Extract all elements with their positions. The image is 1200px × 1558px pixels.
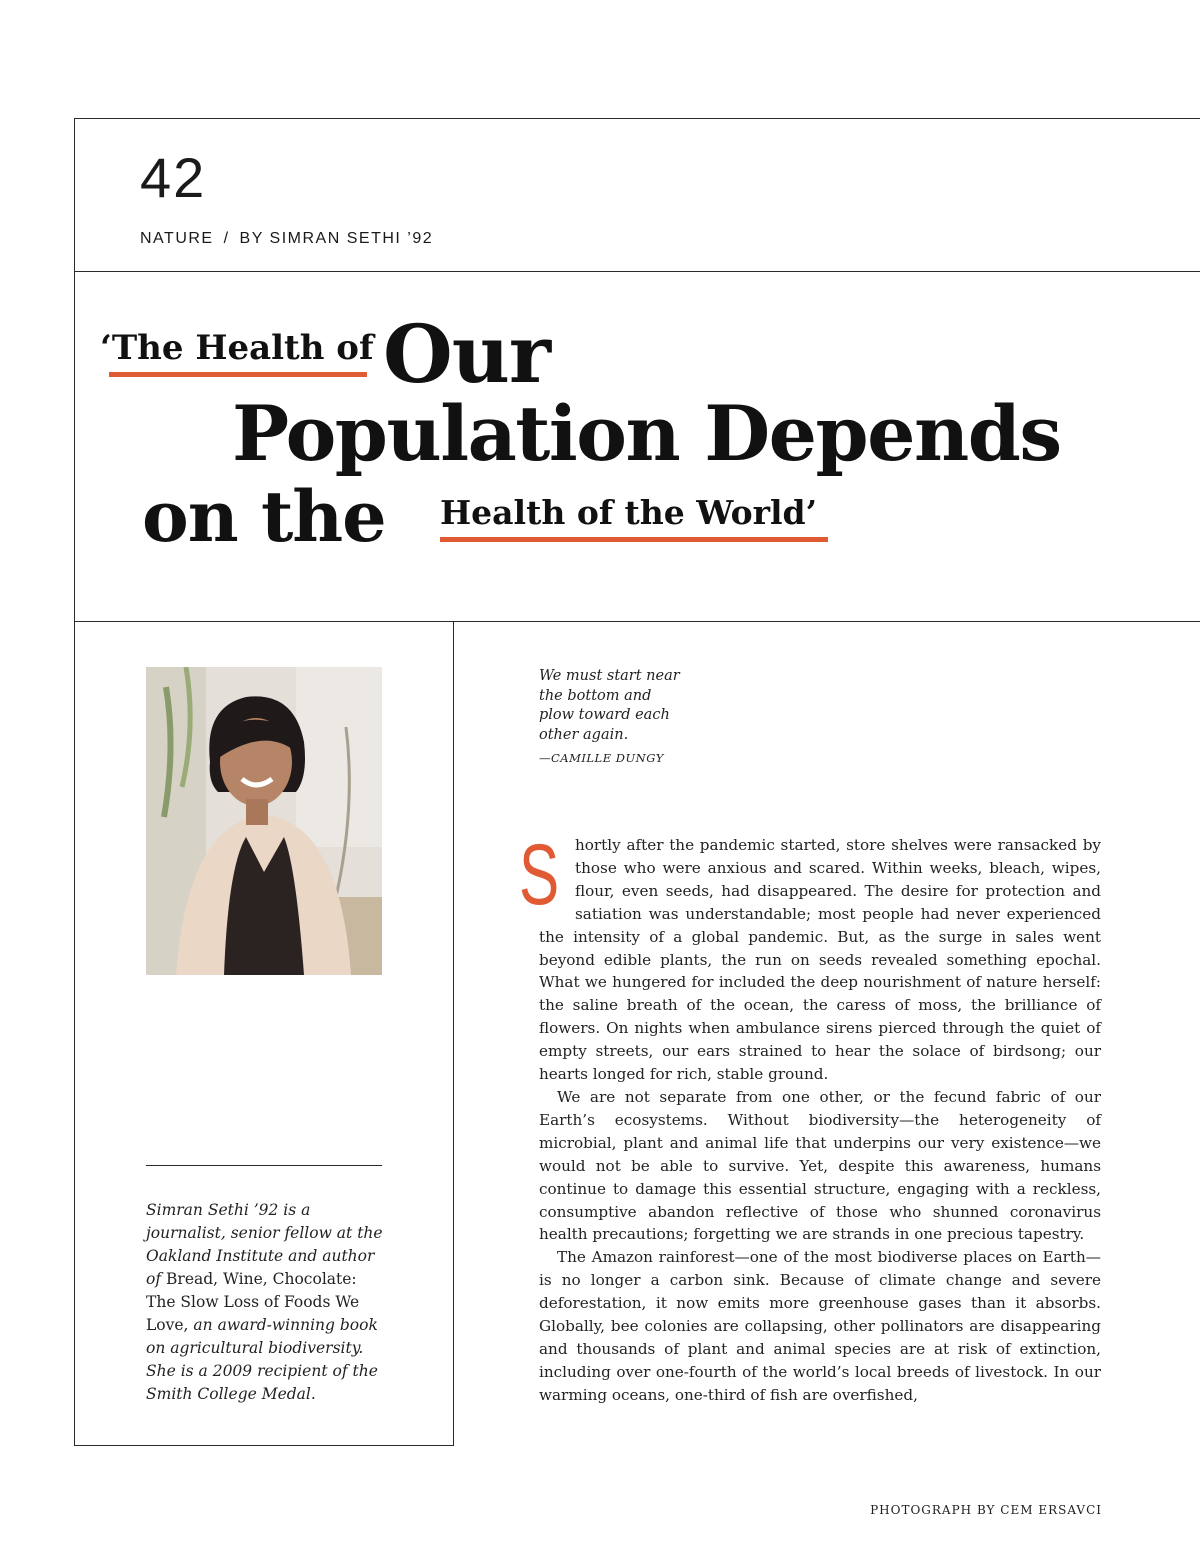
byline-separator: / (223, 230, 230, 247)
bio-book-title: Bread, Wine, Chocolate: The Slow Loss of Foods We Love, (146, 1270, 360, 1334)
frame-top-rule (74, 118, 1200, 119)
drop-cap: S (519, 827, 560, 923)
epigraph-line-2: the bottom and (539, 687, 652, 704)
title-part-3: Population Depends (232, 389, 1061, 478)
title-part-1: ‘The Health of (100, 328, 374, 368)
title-part-2: Our (383, 307, 550, 401)
title-underline-1 (109, 372, 367, 377)
bio-text-1: Simran Sethi ’92 is a journalist, senior fellow at the Oakland Institute and author of (146, 1201, 383, 1288)
author-photo (146, 667, 382, 975)
author-bio (146, 1199, 386, 1406)
title-underline-2 (440, 537, 828, 542)
paragraph-1-text: hortly after the pandemic started, store shelves were ransacked by those who were anxious and scared. Within weeks, bleach, wipes, flour, even seeds, had disappeared. The desire for protection and satiation was understandable; most people had never experienced the intensity of a global pandemic. But, as the surge in sales went beyond edible plants, the run on seeds revealed something epochal. What we hungered for included the deep nourishment of nature herself: the saline breath of the ocean, the caress of moss, the brilliance of flowers. On nights when ambulance sirens pierced through the quiet of empty streets, our ears strained to hear the solace of birdsong; our hearts longed for rich, stable ground. (539, 836, 1101, 1084)
title-part-5: Health of the World’ (440, 493, 818, 532)
frame-bottom-rule (74, 1445, 454, 1446)
epigraph-line-3: plow toward each (539, 707, 670, 723)
page-number: 42 (140, 146, 207, 209)
author-portrait-illustration (146, 667, 382, 975)
author-byline: BY SIMRAN SETHI ’92 (239, 230, 434, 247)
section-byline (140, 230, 433, 248)
title-divider-rule (74, 621, 1200, 622)
title-part-4: on the (142, 475, 386, 558)
paragraph-2: We are not separate from one other, or the fecund fabric of our Earth’s ecosystems. Without biodiversity—the heterogeneity of microbial, plant and animal life that underpins our very existence—we would not be able to survive. Yet, despite this awareness, humans continue to damage this essential structure, engaging with a reckless, consumptive abandon reflective of those who shunned coronavirus health precautions; forgetting we are strands in one precious tapestry. (539, 1087, 1101, 1244)
section-label: NATURE (140, 230, 214, 247)
epigraph-attribution: —CAMILLE DUNGY (539, 751, 664, 765)
epigraph-line-4: other again. (539, 726, 629, 743)
epigraph-line-1: We must start near (539, 668, 680, 684)
article-body (519, 827, 1101, 1407)
bio-divider-rule (146, 1165, 382, 1166)
frame-left-rule (74, 118, 75, 1446)
header-divider-rule (74, 271, 1200, 272)
epigraph (539, 667, 709, 769)
photo-credit: PHOTOGRAPH BY CEM ERSAVCI (870, 1503, 1102, 1517)
column-divider-rule (453, 621, 454, 1446)
bio-text-2: an award-winning book on agricultural biodiversity. She is a 2009 recipient of the Smith College Medal. (146, 1316, 378, 1403)
paragraph-3: The Amazon rainforest—one of the most biodiverse places on Earth—is no longer a carbon sink. Because of climate change and severe deforestation, it now emits more greenhouse gases than it absorbs. Globally, bee colonies are collapsing, other pollinators are disappearing and thousands of plant and animal species are at risk of extinction, including over one-fourth of the world’s local breeds of livestock. In our warming oceans, one-third of fish are overfished, (539, 1248, 1101, 1404)
paragraph-1 (519, 827, 1101, 1086)
